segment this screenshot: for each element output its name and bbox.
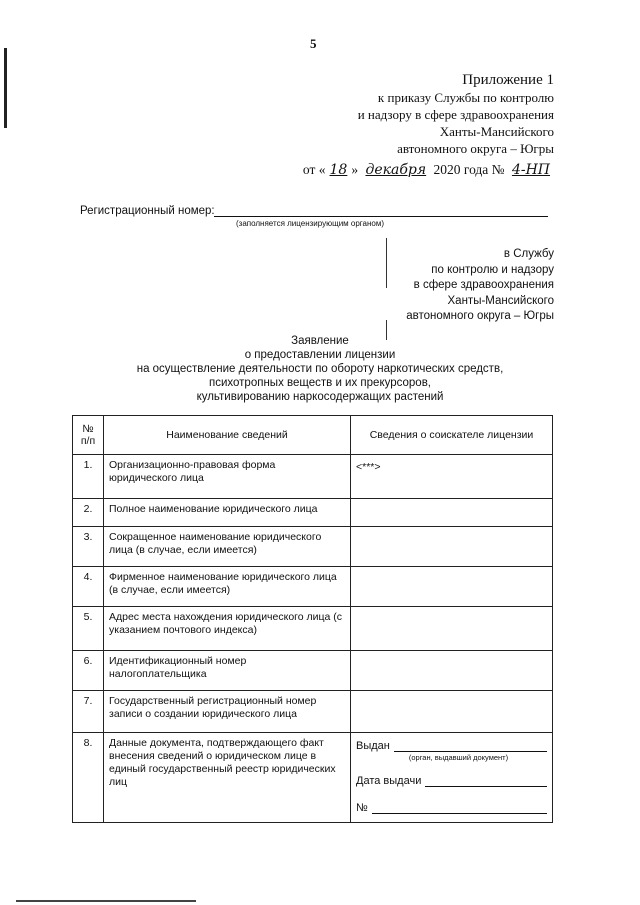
row-value-cell[interactable] xyxy=(351,567,553,607)
table-row xyxy=(73,651,553,691)
row-number: 8. xyxy=(73,733,104,823)
row-value-cell[interactable] xyxy=(351,607,553,651)
issued-by-hint: (орган, выдавший документ) xyxy=(408,753,509,762)
header-applicant-info: Сведения о соискателе лицензии xyxy=(351,416,553,455)
document-number-field[interactable] xyxy=(356,801,547,814)
row-field-name: Адрес места нахождения юридического лица (с указанием почтового индекса) xyxy=(104,607,351,651)
row-value: <***> xyxy=(356,461,381,473)
registration-number-field[interactable] xyxy=(214,216,548,217)
issue-date-line[interactable] xyxy=(425,774,547,787)
margin-mark xyxy=(4,48,7,128)
scan-artifact-bottom xyxy=(16,900,196,902)
table-row xyxy=(73,567,553,607)
document-title xyxy=(120,334,520,404)
title-line: Заявление xyxy=(291,335,349,347)
table-row xyxy=(73,527,553,567)
registration-label: Регистрационный номер: xyxy=(80,205,215,217)
row-number: 7. xyxy=(73,691,104,733)
order-date-line xyxy=(303,162,554,178)
issue-date-field[interactable] xyxy=(356,774,547,787)
appendix-line: и надзору в сфере здравоохранения xyxy=(357,107,554,122)
row-field-name: Государственный регистрационный номер записи о создании юридического лица xyxy=(104,691,351,733)
date-close: » xyxy=(351,162,359,177)
row-field-name: Полное наименование юридического лица xyxy=(104,499,351,527)
addressee-line: в Службу xyxy=(503,248,554,260)
date-prefix: от « xyxy=(302,162,326,177)
page-number: 5 xyxy=(310,36,317,51)
appendix-header xyxy=(358,72,554,157)
applicant-info-table xyxy=(72,415,553,823)
scan-artifact-line xyxy=(386,238,387,288)
appendix-line: Ханты-Мансийского xyxy=(439,124,554,139)
appendix-line: автономного округа – Югры xyxy=(397,141,554,156)
row-field-name: Организационно-правовая форма юридического лица xyxy=(104,455,351,499)
table-row xyxy=(73,455,553,499)
row-field-name: Данные документа, подтверждающего факт внесения сведений о юридическом лице в единый государственный реестр юридических лиц xyxy=(104,733,351,823)
issued-by-label: Выдан xyxy=(356,740,390,752)
addressee-block xyxy=(406,247,554,325)
scan-artifact-line xyxy=(386,320,387,340)
row-field-name: Сокращенное наименование юридического лица (в случае, если имеется) xyxy=(104,527,351,567)
title-line: психотропных веществ и их прекурсоров, xyxy=(209,377,431,389)
addressee-line: автономного округа – Югры xyxy=(406,310,554,322)
handwritten-order-number: 4-НП xyxy=(511,162,550,178)
header-number: № п/п xyxy=(73,416,104,455)
title-line: о предоставлении лицензии xyxy=(244,349,396,361)
row-number: 3. xyxy=(73,527,104,567)
date-year: 2020 года № xyxy=(433,162,505,177)
table-row xyxy=(73,607,553,651)
header-field-name: Наименование сведений xyxy=(104,416,351,455)
title-line: на осуществление деятельности по обороту наркотических средств, xyxy=(136,363,504,375)
handwritten-day: 18 xyxy=(329,162,348,178)
row-value-cell[interactable] xyxy=(351,691,553,733)
table-row xyxy=(73,691,553,733)
addressee-line: Ханты-Мансийского xyxy=(447,294,554,307)
row-number: 1. xyxy=(73,455,104,499)
issued-by-field[interactable] xyxy=(356,739,547,752)
row-value-cell xyxy=(351,733,553,823)
document-number-label: № xyxy=(356,802,368,814)
registration-note: (заполняется лицензирующим органом) xyxy=(236,219,385,228)
row-field-name: Идентификационный номер налогоплательщика xyxy=(104,651,351,691)
appendix-line: Приложение 1 xyxy=(462,72,554,88)
row-value-cell[interactable] xyxy=(351,455,553,499)
issued-by-line[interactable] xyxy=(394,739,547,752)
row-number: 4. xyxy=(73,567,104,607)
document-number-line[interactable] xyxy=(372,801,547,814)
handwritten-month: декабря xyxy=(365,162,427,178)
row-number: 6. xyxy=(73,651,104,691)
table-row xyxy=(73,499,553,527)
table-header-row xyxy=(73,416,553,455)
row-value-cell[interactable] xyxy=(351,499,553,527)
title-line: культивированию наркосодержащих растений xyxy=(196,391,444,403)
table-row xyxy=(73,733,553,823)
appendix-line: к приказу Службы по контролю xyxy=(377,90,554,105)
addressee-line: по контролю и надзору xyxy=(431,263,554,276)
row-field-name: Фирменное наименование юридического лица (в случае, если имеется) xyxy=(104,567,351,607)
row-value-cell[interactable] xyxy=(351,527,553,567)
addressee-line: в сфере здравоохранения xyxy=(413,279,554,291)
row-number: 2. xyxy=(73,499,104,527)
row-number: 5. xyxy=(73,607,104,651)
issue-date-label: Дата выдачи xyxy=(356,775,422,787)
row-value-cell[interactable] xyxy=(351,651,553,691)
